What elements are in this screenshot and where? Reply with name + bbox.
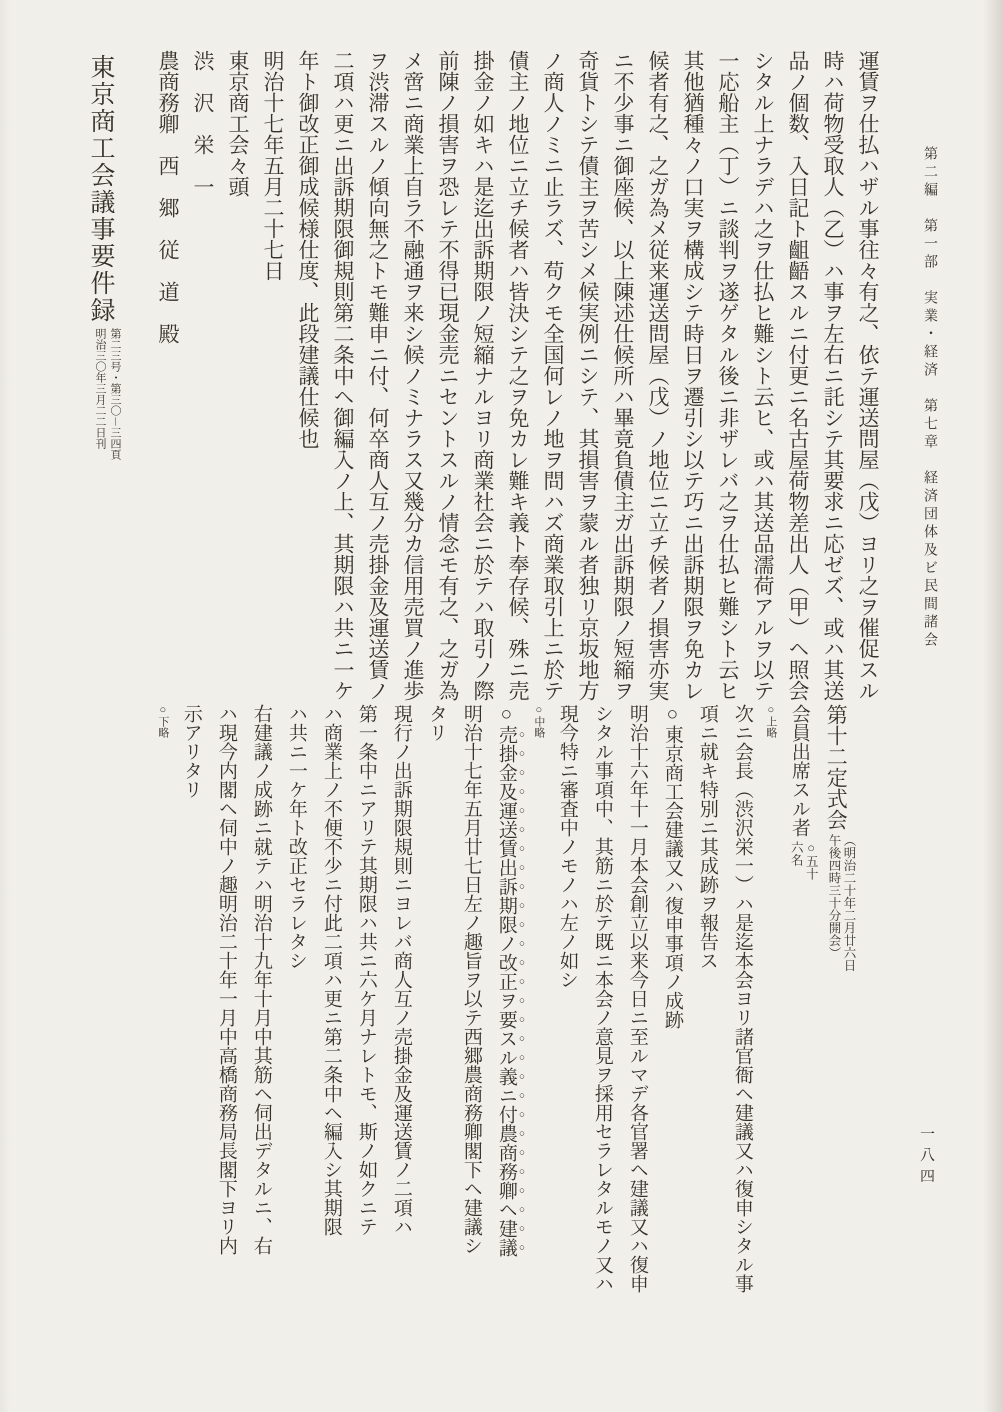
page-edge-shadow-left: [0, 0, 10, 1412]
page-edge-shadow: [983, 0, 1003, 1412]
quoted-petition-line: 現行ノ出訴期限規則ニヨレバ商人互ノ売掛金及運送賃ノ二項ハ: [390, 704, 412, 1236]
petition-line: 掛金ノ如キハ是迄出訴期限ノ短縮ナルヨリ商業社会ニ於テハ取引ノ際: [471, 50, 495, 701]
emphasized-petition-title: [489, 704, 528, 1360]
meeting-line: 明治十七年五月廿七日左ノ趣旨ヲ以テ西郷農商務卿閣下ヘ建議シ: [460, 704, 482, 1255]
quoted-petition-line: 第一条中ニアリテ其期限ハ共ニ六ケ月ナレトモ、斯ノ如クニテ: [355, 704, 377, 1236]
petition-line: 年ト御改正御成候様仕度、此段建議仕候也: [296, 50, 320, 449]
quoted-petition-line: ハ共ニ一ケ年ト改正セラレタシ: [285, 704, 307, 970]
omission-note-top: ○上略: [764, 704, 777, 738]
quoted-petition-line: ハ商業上ノ不便不少ニ付此二項ハ更ニ第二条中ヘ編入シ其期限: [320, 704, 342, 1236]
masthead-title: 東京商工会議事要件録: [87, 54, 114, 324]
item-marker: ○: [495, 704, 517, 725]
meeting-heading-text: 第十二定式会: [824, 704, 849, 830]
petition-block: [150, 50, 885, 712]
meeting-line: 明治十六年十一月本会創立以来今日ニ至ルマデ各官署ヘ建議又ハ復申: [626, 704, 648, 1293]
petition-signer-org: 東京商工会々頭: [226, 50, 250, 197]
attendance: [782, 704, 818, 1360]
item-emphasized-text: 売掛金及運送賃出訴期限ノ改正ヲ要スル義ニ付農商務卿ヘ建議: [495, 725, 517, 1257]
meeting-line: 項ニ就キ特別ニ其成跡ヲ報告ス: [696, 704, 718, 970]
petition-addressee: 農商務卿 西 郷 従 道 殿: [156, 50, 180, 344]
attendance-count-line: ○五十: [804, 841, 819, 880]
meeting-record-block: [152, 704, 856, 1360]
petition-line: ノ商人ノミニ止ラズ、苟クモ全国何レノ地ヲ問ハズ商業取引上ニ於テ: [541, 50, 565, 701]
meeting-heading-note-line: （明治二十年二月廿六日: [842, 834, 856, 972]
petition-line: 一応船主（丁）ニ談判ヲ遂ゲタル後ニ非ザレバ之ヲ仕払ヒ難シト云ヒ: [716, 50, 740, 701]
masthead-pub-date: 明治三〇年三月二二日刊: [94, 328, 106, 449]
meeting-line: タリ: [425, 704, 447, 742]
meeting-line: 右建議ノ成跡ニ就テハ明治十九年十月中其筋ヘ伺出デタルニ、右: [250, 704, 272, 1255]
meeting-line: シタル事項中、其筋ニ於テ既ニ本会ノ意見ヲ採用セラレタルモノ又ハ: [591, 704, 613, 1293]
attendance-count-line: 六名: [789, 841, 804, 866]
attendance-count-note: [788, 841, 818, 880]
petition-line: ヲ渋滞スルノ傾向無之トモ難申ニ付、何卒商人互ノ売掛金及運送賃ノ: [366, 50, 390, 701]
petition-line: シタル上ナラデハ之ヲ仕払ヒ難シト云ヒ、或ハ其送品濡荷アルヲ以テ: [751, 50, 775, 701]
petition-signer-name: 渋 沢 栄 一: [191, 50, 215, 197]
petition-line: 前陳ノ損害ヲ恐レテ不得已現金売ニセントスルノ情念モ有之、之ガ為: [436, 50, 460, 701]
petition-line: 其他猶種々ノ口実ヲ構成シテ時日ヲ遷引シ以テ巧ニ出訴期限ヲ免カレ: [681, 50, 705, 701]
petition-line: 奇貨トシテ債主ヲ苦シメ候実例ニシテ、其損害ヲ蒙ル者独リ京坂地方: [576, 50, 600, 701]
petition-line: 二項ハ更ニ出訴期限御規則第二条中ヘ御編入ノ上、其期限ハ共ニ一ケ: [331, 50, 355, 701]
petition-line: 品ノ個数、入日記ト齟齬スルニ付更ニ名古屋荷物差出人（甲）ヘ照会: [786, 50, 810, 701]
omission-note-mid: ○中略: [532, 704, 545, 738]
petition-line: 候者有之、之ガ為メ従来運送問屋（戊）ノ地位ニ立チ候者ノ損害亦実: [646, 50, 670, 701]
petition-date: 明治十七年五月二十七日: [261, 50, 285, 281]
page-number: 一八四: [918, 1126, 934, 1189]
meeting-subheading: ○東京商工会建議又ハ復申事項ノ成跡: [661, 704, 683, 1029]
meeting-line: ハ現今内閣ヘ伺中ノ趣明治二十年一月中高橋商務局長閣下ヨリ内: [215, 704, 237, 1255]
petition-line: 時ハ荷物受取人（乙）ハ事ヲ左右ニ託シテ其要求ニ応ゼズ、或ハ其送: [821, 50, 845, 701]
petition-line: メ啻ニ商業上自ラ不融通ヲ来シ候ノミナラス又幾分カ信用売買ノ進歩: [401, 50, 425, 701]
meeting-heading: [818, 704, 856, 1360]
masthead-issue: 第二三号・第三〇－三四頁: [109, 328, 121, 460]
meeting-line: 次ニ会長（渋沢栄一）ハ是迄本会ヨリ諸官衙ヘ建議又ハ復申シタル事: [731, 704, 753, 1293]
chapter-header: 第二編 第一部 実業・経済 第七章 経済団体及ビ民間諸会: [922, 146, 937, 650]
omission-note-bottom: ○下略: [156, 704, 169, 738]
petition-line: ニ不少事ニ御座候、以上陳述仕候所ハ畢竟負債主ガ出訴期限ノ短縮ヲ: [611, 50, 635, 701]
meeting-heading-note-line: 午後四時三十分開会）: [827, 834, 841, 959]
meeting-line: 現今特ニ審査中ノモノハ左ノ如シ: [556, 704, 578, 989]
meeting-heading-note: [826, 834, 856, 972]
meeting-line: 示アリタリ: [180, 704, 202, 799]
petition-line: 債主ノ地位ニ立チ候者ハ皆決シテ之ヲ免カレ難キ義ト奉存候、殊ニ売: [506, 50, 530, 701]
petition-line: 運賃ヲ仕払ハザル事往々有之、依テ運送問屋（戊）ヨリ之ヲ催促スル: [856, 50, 880, 701]
masthead-info: [92, 328, 122, 478]
attendance-label: 会員出席スル者: [788, 704, 810, 837]
